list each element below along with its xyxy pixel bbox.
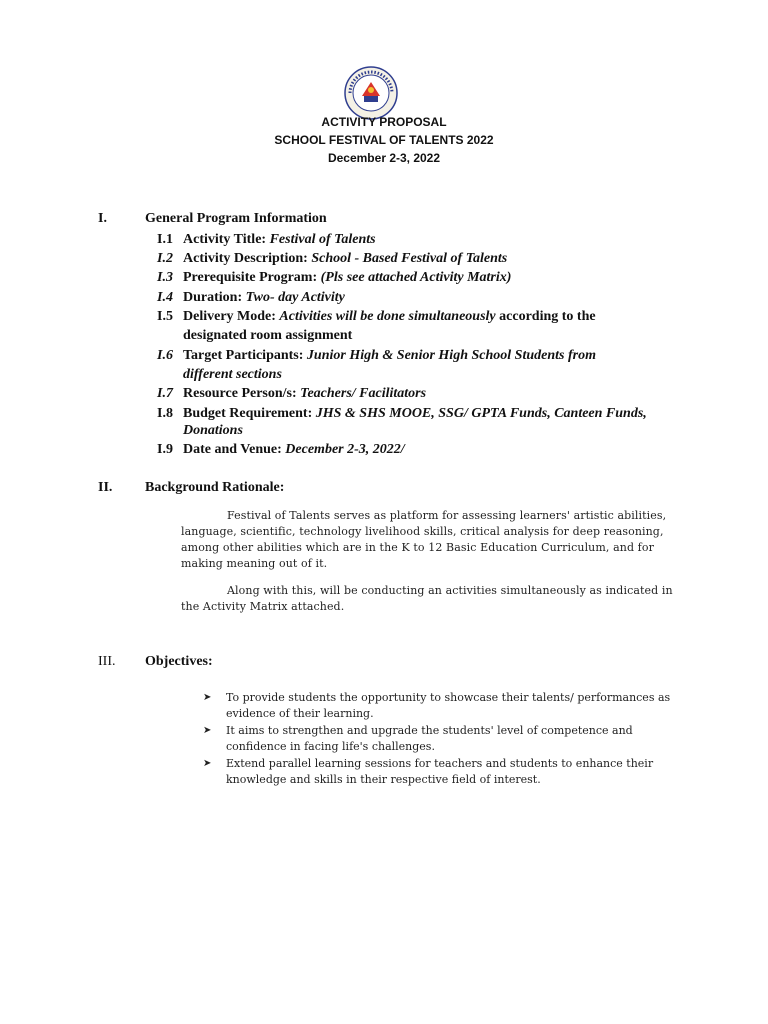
program-item: I.4 Duration: Two- day Activity [157,290,345,305]
rationale-paragraph: Along with this, will be conducting an activities simultaneously as indicated in the Activity Matrix attached. [181,584,673,613]
rationale-paragraph: Festival of Talents serves as platform for assessing learners' artistic abilities, language, scientific, technology livelihood skills, critical analysis for deep reasoning, among other abilities which are in the K to 12 Basic Education Curriculum, and for making meaning out of it. [181,509,667,570]
program-item: I.7 Resource Person/s: Teachers/ Facilitators [157,386,427,401]
header-date: December 2-3, 2022 [327,151,441,165]
arrowhead-bullet-icon: ➤ [203,758,212,769]
section-3-title: Objectives: [145,654,213,669]
objective-item: ➤ Extend parallel learning sessions for teachers and students to enhance their knowledge and skills in their respective field of interest. [203,757,654,786]
arrowhead-bullet-icon: ➤ [203,692,212,703]
program-item: I.9 Date and Venue: December 2-3, 2022/ [157,442,405,457]
program-item: I.6 Target Participants: Junior High & Senior High School Students from different sections [157,348,596,382]
program-item: I.1 Activity Title: Festival of Talents [157,232,376,247]
program-item: I.3 Prerequisite Program: (Pls see attached Activity Matrix) [157,270,512,285]
header-title: ACTIVITY PROPOSAL [321,115,447,129]
deped-seal-icon [344,66,398,120]
arrowhead-bullet-icon: ➤ [203,725,212,736]
header-subtitle: SCHOOL FESTIVAL OF TALENTS 2022 [274,133,494,147]
section-3-number: III. [98,654,116,669]
objective-item: ➤ It aims to strengthen and upgrade the students' level of competence and confidence in facing life's challenges. [203,724,633,753]
section-2-title: Background Rationale: [145,480,285,495]
section-2-number: II. [98,480,113,495]
document-header [0,113,768,167]
program-item: I.2 Activity Description: School - Based Festival of Talents [157,251,508,266]
section-1-number: I. [98,211,107,226]
program-item: I.5 Delivery Mode: Activities will be done simultaneously according to the designated room assignment [157,309,596,343]
program-item: I.8 Budget Requirement: JHS & SHS MOOE, SSG/ GPTA Funds, Canteen Funds, Donations [157,406,647,438]
section-1-title: General Program Information [145,211,327,226]
objective-item: ➤ To provide students the opportunity to showcase their talents/ performances as evidence of their learning. [203,691,671,720]
